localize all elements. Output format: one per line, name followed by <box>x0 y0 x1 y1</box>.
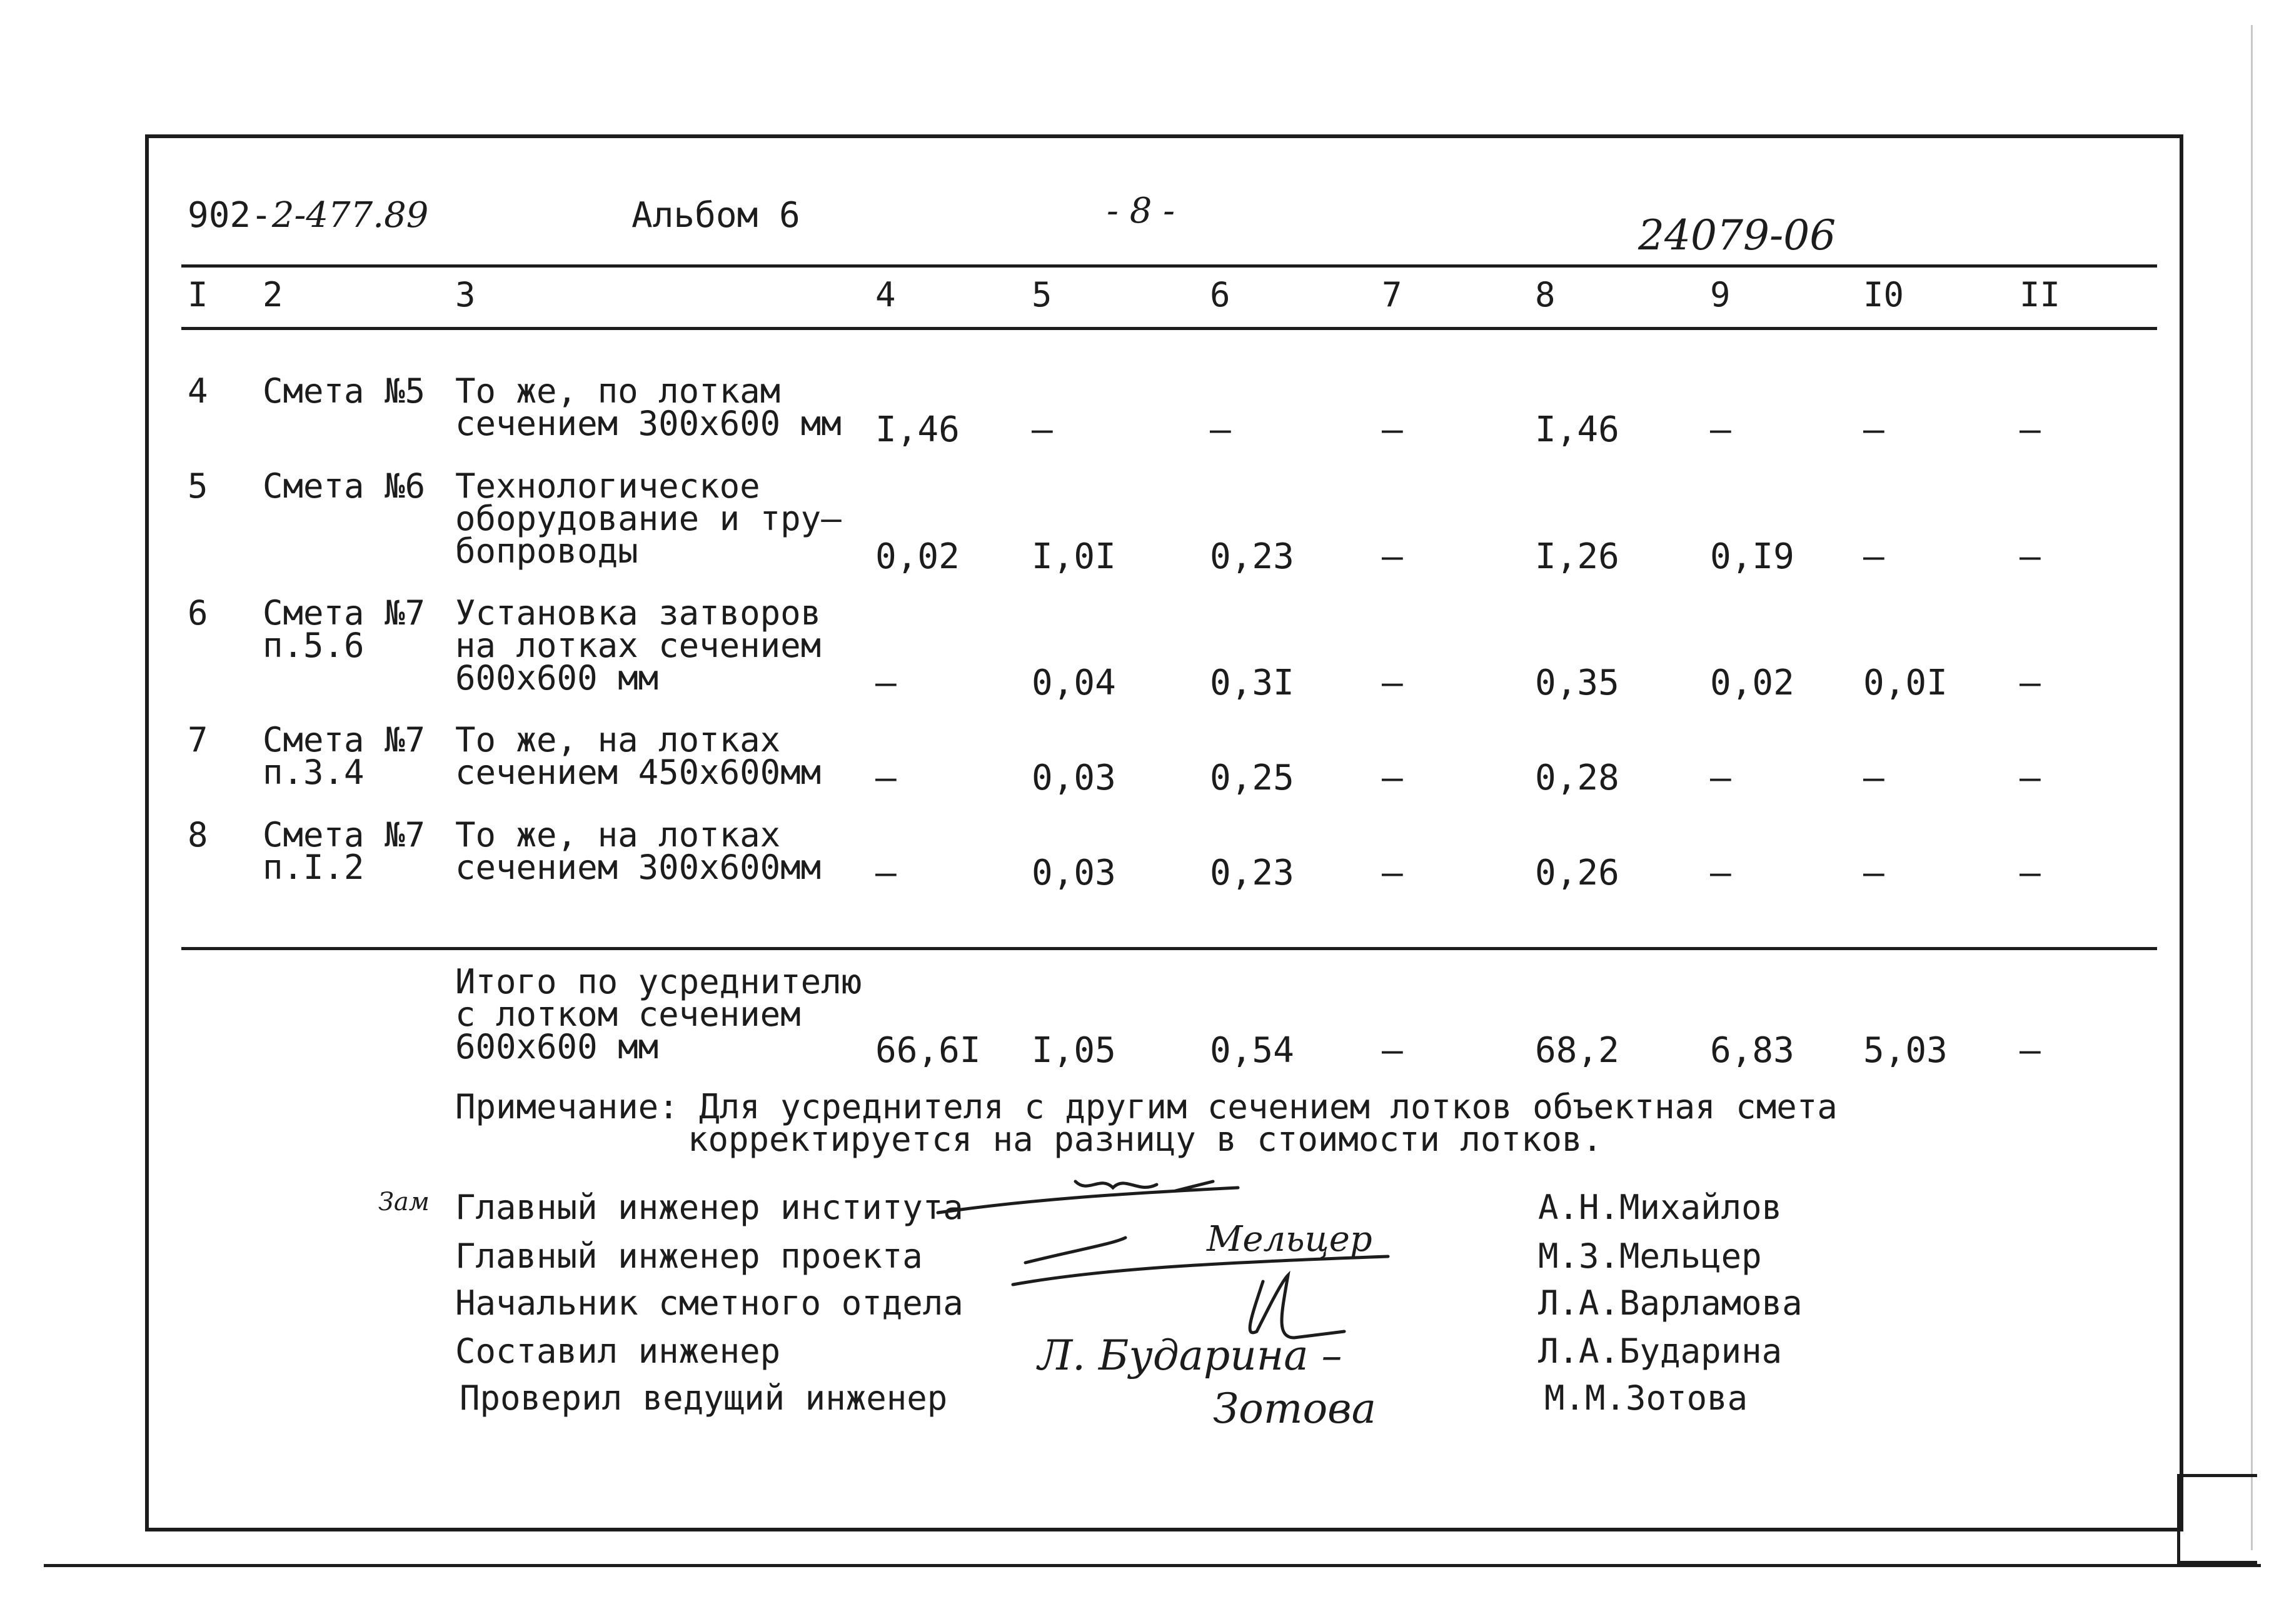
item-description: То же, на лотках <box>455 815 781 855</box>
value-col-7: – <box>1382 409 1403 450</box>
note-line-2: корректируется на разницу в стоимости лотков. <box>688 1120 1602 1159</box>
value-col-9: – <box>1710 758 1731 798</box>
item-description: сечением 300х600 мм <box>455 404 842 443</box>
total-value-col-10: 5,03 <box>1863 1030 1948 1071</box>
column-number-10: I0 <box>1863 275 1904 314</box>
item-description: 600х600 мм <box>455 658 659 698</box>
value-col-4: I,46 <box>875 409 960 450</box>
value-col-11: – <box>2020 758 2041 798</box>
value-col-11: – <box>2020 853 2041 893</box>
signature-mark-1 <box>938 1181 1238 1213</box>
value-col-8: I,46 <box>1535 409 1619 450</box>
value-col-9: – <box>1710 409 1731 450</box>
header-rule <box>181 264 2157 268</box>
bottom-border-line <box>44 1564 2261 1567</box>
value-col-10: 0,0I <box>1863 663 1948 703</box>
column-number-9: 9 <box>1710 275 1731 314</box>
value-col-10: – <box>1863 409 1884 450</box>
total-value-col-11: – <box>2020 1030 2041 1071</box>
total-value-col-8: 68,2 <box>1535 1030 1619 1071</box>
album-label: Альбом 6 <box>631 195 800 236</box>
value-col-7: – <box>1382 536 1403 577</box>
note-line-1: Примечание: Для усреднителя с другим сечением лотков объектная смета <box>455 1087 1838 1126</box>
column-number-7: 7 <box>1382 275 1402 314</box>
value-col-10: – <box>1863 853 1884 893</box>
value-col-6: 0,25 <box>1210 758 1294 798</box>
item-description: оборудование и тру– <box>455 499 842 538</box>
value-col-4: – <box>875 758 897 798</box>
handwritten-zotova: Зотова <box>1213 1385 1376 1433</box>
column-number-2: 2 <box>263 275 283 314</box>
total-value-col-5: I,05 <box>1032 1030 1116 1071</box>
deputy-prefix: Зам <box>378 1188 430 1216</box>
item-description: бопроводы <box>455 531 638 571</box>
value-col-6: 0,23 <box>1210 853 1294 893</box>
doc-number-handwritten: 2-477.89 <box>271 195 429 236</box>
total-value-col-9: 6,83 <box>1710 1030 1794 1071</box>
value-col-10: – <box>1863 536 1884 577</box>
column-number-1: I <box>188 275 208 314</box>
value-col-5: 0,03 <box>1032 758 1116 798</box>
row-number: 8 <box>188 815 208 855</box>
row-number: 6 <box>188 593 208 633</box>
value-col-5: I,0I <box>1032 536 1116 577</box>
signatory-name: А.Н.Михайлов <box>1538 1188 1783 1227</box>
value-col-8: I,26 <box>1535 536 1619 577</box>
value-col-4: – <box>875 663 897 703</box>
value-col-7: – <box>1382 758 1403 798</box>
value-col-4: – <box>875 853 897 893</box>
column-number-3: 3 <box>455 275 476 314</box>
value-col-10: – <box>1863 758 1884 798</box>
page-edge-line <box>2251 25 2253 1550</box>
item-description: Установка затворов <box>455 593 822 633</box>
estimate-reference: Смета №7 <box>263 815 426 855</box>
signatory-name: Л.А.Варламова <box>1538 1283 1803 1323</box>
estimate-reference: Смета №7 <box>263 720 426 759</box>
value-col-8: 0,28 <box>1535 758 1619 798</box>
row-number: 4 <box>188 371 208 411</box>
signatory-title: Главный инженер института <box>455 1188 963 1227</box>
handwritten-budarina: Л. Бударина – <box>1038 1331 1342 1380</box>
page-number: - 8 - <box>1107 191 1175 231</box>
value-col-7: – <box>1382 663 1403 703</box>
value-col-8: 0,35 <box>1535 663 1619 703</box>
column-number-11: II <box>2020 275 2061 314</box>
estimate-reference: Смета №6 <box>263 466 426 506</box>
estimate-reference: п.5.6 <box>263 626 365 665</box>
signatory-name: Л.А.Бударина <box>1538 1331 1783 1371</box>
signature-mark-3 <box>1250 1275 1344 1338</box>
item-description: сечением 450х600мм <box>455 753 822 792</box>
item-description: сечением 300х600мм <box>455 848 822 887</box>
item-description: Технологическое <box>455 466 760 506</box>
signatory-title: Начальник сметного отдела <box>455 1283 963 1323</box>
value-col-6: 0,3I <box>1210 663 1294 703</box>
estimate-reference: Смета №7 <box>263 593 426 633</box>
value-col-5: – <box>1032 409 1053 450</box>
doc-number <box>188 195 428 236</box>
item-description: То же, по лоткам <box>455 371 781 411</box>
value-col-6: – <box>1210 409 1231 450</box>
value-col-5: 0,03 <box>1032 853 1116 893</box>
value-col-9: – <box>1710 853 1731 893</box>
signatory-title: Составил инженер <box>455 1331 781 1371</box>
value-col-11: – <box>2020 536 2041 577</box>
column-number-8: 8 <box>1535 275 1556 314</box>
total-value-col-7: – <box>1382 1030 1403 1071</box>
estimate-reference: Смета №5 <box>263 371 426 411</box>
estimate-reference: п.I.2 <box>263 848 365 887</box>
title-block-stub <box>2177 1474 2257 1564</box>
value-col-7: – <box>1382 853 1403 893</box>
value-col-9: 0,02 <box>1710 663 1794 703</box>
row-number: 5 <box>188 466 208 506</box>
column-number-5: 5 <box>1032 275 1052 314</box>
total-value-col-4: 66,6I <box>875 1030 981 1071</box>
value-col-8: 0,26 <box>1535 853 1619 893</box>
project-code: 24079-06 <box>1638 211 1836 259</box>
doc-number-printed: 902- <box>188 195 272 236</box>
value-col-5: 0,04 <box>1032 663 1116 703</box>
signatory-name: М.М.Зотова <box>1544 1378 1748 1418</box>
item-description: на лотках сечением <box>455 626 822 665</box>
total-description: 600х600 мм <box>455 1027 659 1066</box>
signatory-title: Главный инженер проекта <box>455 1236 923 1276</box>
total-description: Итого по усреднителю <box>455 962 862 1001</box>
value-col-4: 0,02 <box>875 536 960 577</box>
column-number-4: 4 <box>875 275 896 314</box>
total-description: с лотком сечением <box>455 995 801 1034</box>
column-number-6: 6 <box>1210 275 1230 314</box>
signatory-name: М.З.Мельцер <box>1538 1236 1762 1276</box>
total-rule <box>181 947 2157 950</box>
value-col-11: – <box>2020 409 2041 450</box>
signatory-title: Проверил ведущий инженер <box>460 1378 948 1418</box>
value-col-11: – <box>2020 663 2041 703</box>
item-description: То же, на лотках <box>455 720 781 759</box>
total-value-col-6: 0,54 <box>1210 1030 1294 1071</box>
column-header-rule <box>181 327 2157 330</box>
estimate-reference: п.3.4 <box>263 753 365 792</box>
value-col-6: 0,23 <box>1210 536 1294 577</box>
row-number: 7 <box>188 720 208 759</box>
handwritten-meltser: Мельцер <box>1207 1219 1372 1260</box>
value-col-9: 0,I9 <box>1710 536 1794 577</box>
